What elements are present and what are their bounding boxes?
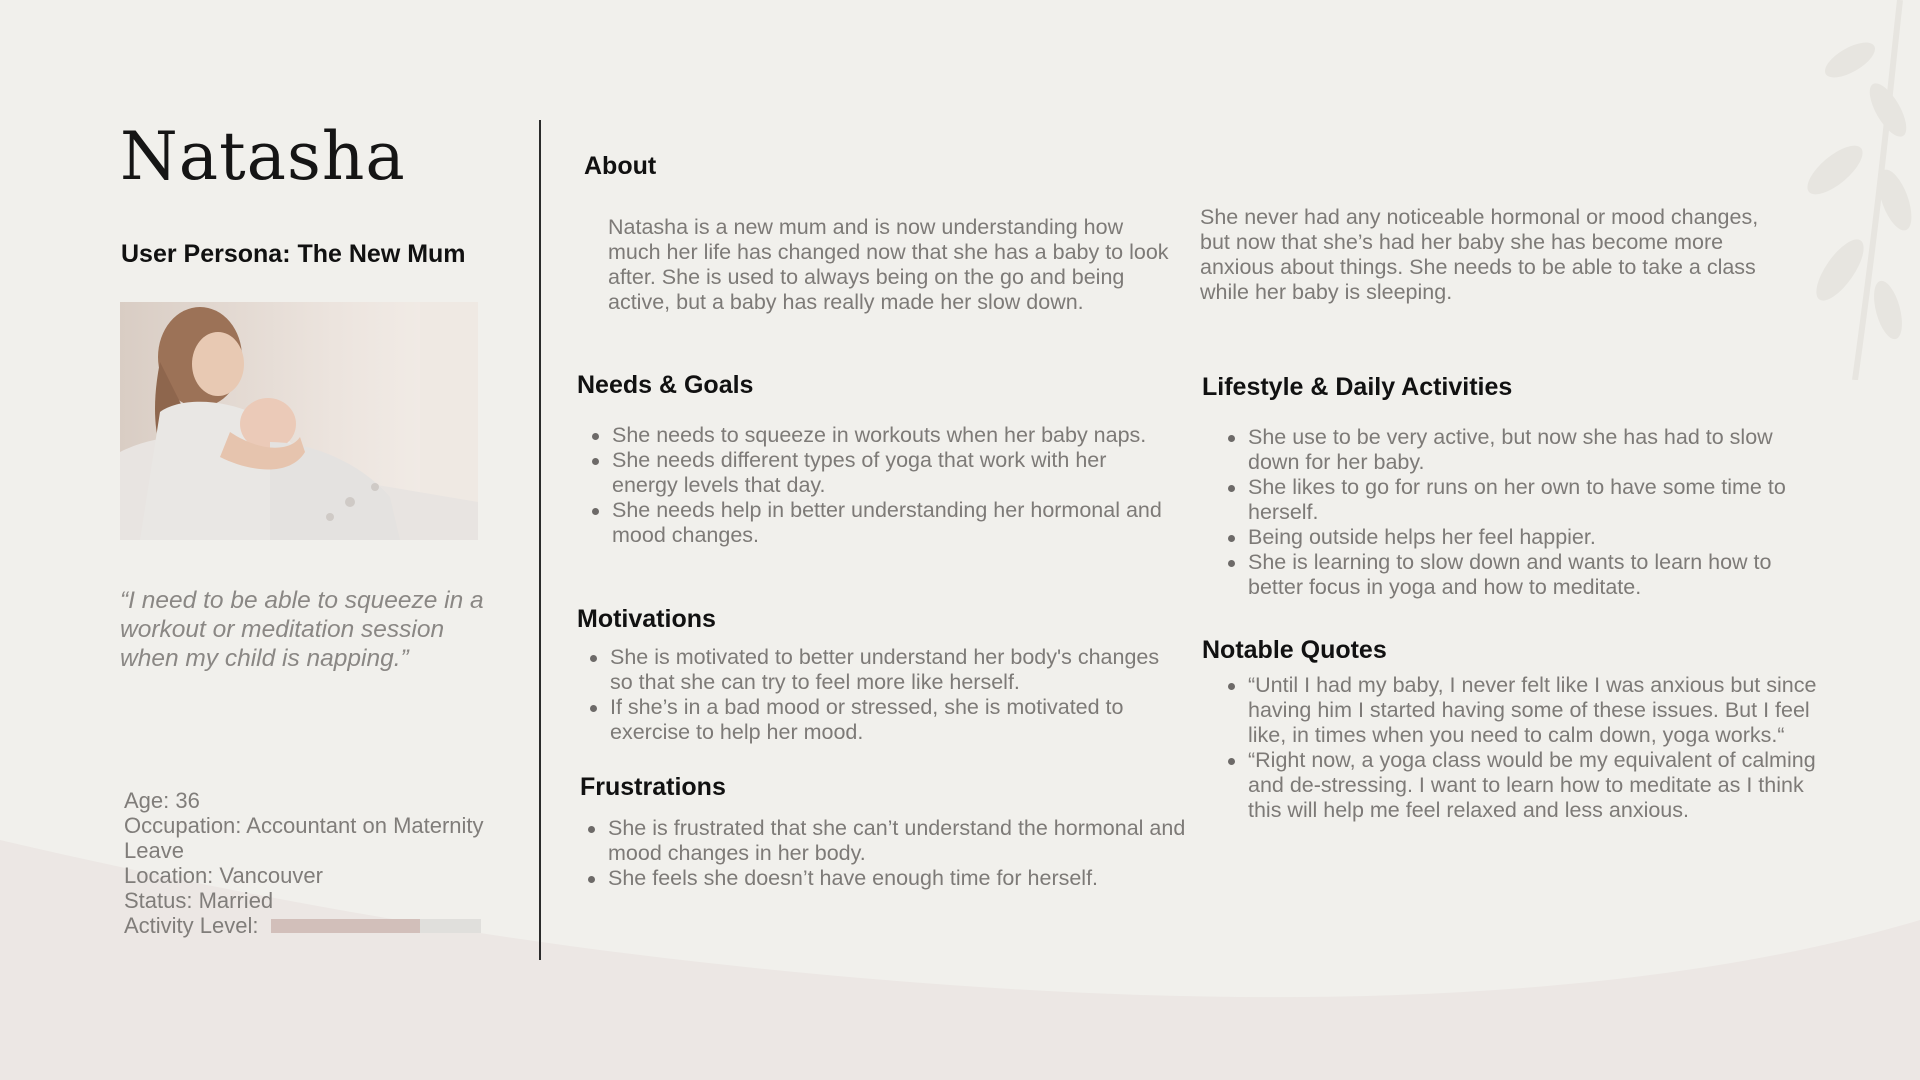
notable-quotes-list xyxy=(1226,673,1818,823)
activity-level-label: Activity Level: xyxy=(124,913,259,938)
list-item: She is motivated to better understand her body's changes so that she can try to feel more like herself. xyxy=(610,645,1170,695)
persona-details xyxy=(124,788,484,938)
lifestyle-list xyxy=(1226,425,1818,600)
detail-activity-level xyxy=(124,913,484,938)
list-item: “Right now, a yoga class would be my equivalent of calming and de-stressing. I want to learn how to meditate as I think this will help me feel relaxed and less anxious. xyxy=(1248,748,1818,823)
persona-name: Natasha xyxy=(120,118,406,195)
list-item: She needs different types of yoga that work with her energy levels that day. xyxy=(612,448,1172,498)
list-item: If she’s in a bad mood or stressed, she is motivated to exercise to help her mood. xyxy=(610,695,1170,745)
list-item: She needs help in better understanding her hormonal and mood changes. xyxy=(612,498,1172,548)
list-item: Being outside helps her feel happier. xyxy=(1248,525,1818,550)
activity-level-fill xyxy=(271,919,420,933)
leaf-branch-icon xyxy=(1780,0,1920,380)
list-item: She likes to go for runs on her own to have some time to herself. xyxy=(1248,475,1818,525)
list-item: She is learning to slow down and wants to learn how to better focus in yoga and how to meditate. xyxy=(1248,550,1818,600)
persona-label: User Persona: The New Mum xyxy=(121,240,466,268)
motivations-list xyxy=(588,645,1170,745)
detail-status: Status: Married xyxy=(124,888,274,913)
list-item: She use to be very active, but now she has had to slow down for her baby. xyxy=(1248,425,1818,475)
about-paragraph-1: Natasha is a new mum and is now understanding how much her life has changed now that she has a baby to look after. She is used to always being on the go and being active, but a baby has really made her slow down. xyxy=(608,215,1169,314)
list-item: “Until I had my baby, I never felt like I was anxious but since having him I started having some of these issues. But I feel like, in times when you need to calm down, yoga works.“ xyxy=(1248,673,1817,747)
motivations-title: Motivations xyxy=(577,605,716,633)
list-item: She feels she doesn’t have enough time for herself. xyxy=(608,866,1188,891)
about-title: About xyxy=(584,152,657,180)
frustrations-title: Frustrations xyxy=(580,773,726,801)
lifestyle-title: Lifestyle & Daily Activities xyxy=(1202,373,1513,401)
frustrations-list xyxy=(586,816,1188,891)
notable-quotes-title: Notable Quotes xyxy=(1202,636,1387,664)
needs-goals-title: Needs & Goals xyxy=(577,371,754,399)
needs-goals-list xyxy=(590,423,1172,548)
column-divider xyxy=(539,120,541,960)
detail-occupation: Occupation: Accountant on Maternity Leave xyxy=(124,813,484,863)
detail-age: Age: 36 xyxy=(124,788,200,813)
list-item: She needs to squeeze in workouts when her baby naps. xyxy=(612,423,1172,448)
detail-location: Location: Vancouver xyxy=(124,863,323,888)
about-paragraph-2: She never had any noticeable hormonal or mood changes, but now that she’s had her baby she has become more anxious about things. She needs to be able to take a class while her baby is sleeping. xyxy=(1200,205,1759,304)
activity-level-bar xyxy=(271,919,481,933)
persona-photo xyxy=(120,302,478,540)
persona-quote: “I need to be able to squeeze in a workout or meditation session when my child is napping.” xyxy=(120,587,484,672)
list-item: She is frustrated that she can’t understand the hormonal and mood changes in her body. xyxy=(608,816,1188,866)
